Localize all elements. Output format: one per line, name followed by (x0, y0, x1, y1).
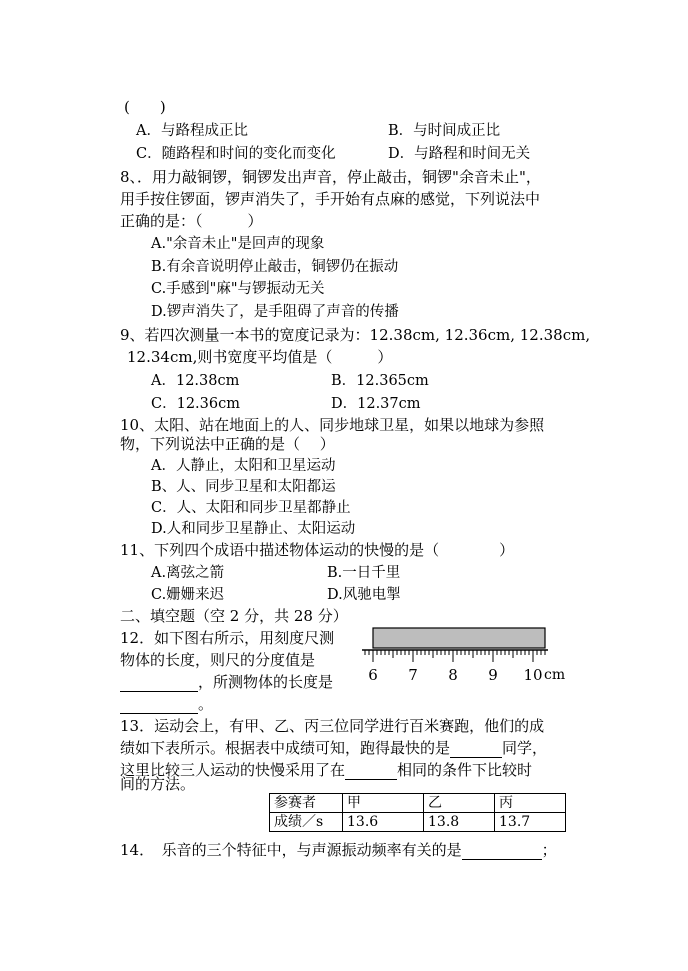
table-cell-jia: 13.6 (343, 813, 424, 832)
q13-text-method: 这里比较三人运动的快慢采用了在 (120, 761, 346, 779)
q13-blank-1[interactable] (450, 741, 502, 758)
q8-option-d: D.锣声消失了，是手阻碍了声音的传播 (151, 304, 399, 320)
q14-stem (120, 840, 557, 860)
measured-object (373, 628, 545, 648)
q10-stem-line-1: 10、太阳、站在地面上的人、同步地球卫星，如果以地球为参照 (120, 416, 545, 434)
ruler-ticks (365, 650, 545, 662)
q14-end: ； (541, 841, 557, 859)
q13-stem-line-1: 13．运动会上，有甲、乙、丙三位同学进行百米赛跑，他们的成 (120, 717, 545, 735)
q12-stem-line-2: 物体的长度，则尺的分度值是 (120, 651, 316, 669)
q8-stem-line-2: 用手按住锣面，锣声消失了，手开始有点麻的感觉，下列说法中 (120, 190, 541, 208)
table-row (270, 794, 566, 813)
ruler-tick-label: 9 (488, 666, 498, 684)
q7-option-c: C．随路程和时间的变化而变化 (136, 146, 336, 162)
q12-blank-2[interactable] (120, 697, 198, 714)
q10-option-a: A．人静止，太阳和卫星运动 (151, 458, 336, 474)
q7-paren: ( ) (124, 98, 166, 116)
ruler-diagram (358, 622, 566, 694)
q13-score-table (269, 793, 566, 832)
q13-text-classmate: 同学， (502, 739, 548, 757)
table-row-label: 成绩／s (270, 813, 343, 832)
q7-option-a: A．与路程成正比 (136, 123, 248, 139)
q13-text-compare: 相同的条件下比较时 (397, 761, 533, 779)
q11-stem: 11、下列四个成语中描述物体运动的快慢的是（ ） (120, 541, 515, 559)
table-header-yi: 乙 (424, 794, 495, 813)
q8-option-b: B.有余音说明停止敲击，铜锣仍在振动 (151, 259, 399, 275)
ruler-tick-label: 8 (448, 666, 458, 684)
q11-option-a: A.离弦之箭 (151, 565, 225, 581)
q7-option-d: D．与路程和时间无关 (388, 146, 531, 162)
q9-option-c: C．12.36cm (151, 396, 240, 412)
q10-option-d: D.人和同步卫星静止、太阳运动 (151, 521, 356, 537)
ruler-labels (368, 666, 542, 684)
ruler-tick-label: 10 (523, 666, 543, 684)
q10-option-b: B、人、同步卫星和太阳都运 (151, 479, 336, 495)
q13-stem-line-2 (120, 738, 547, 758)
q13-text-fastest: 绩如下表所示。根据表中成绩可知，跑得最快的是 (120, 739, 451, 757)
q12-text-length: ，所测物体的长度是 (198, 673, 334, 691)
q12-stem-line-4 (120, 694, 213, 714)
q13-stem-line-4: 间的方法。 (120, 775, 196, 793)
q9-stem-line-1: 9、若四次测量一本书的宽度记录为：12.38cm, 12.36cm, 12.38cm, (120, 326, 591, 344)
q10-stem-line-2: 物，下列说法中正确的是（ ） (120, 435, 335, 453)
q14-blank[interactable] (462, 843, 542, 860)
q9-stem-line-2: 12.34cm,则书宽度平均值是（ ） (127, 348, 393, 366)
table-header-participant: 参赛者 (270, 794, 343, 813)
q9-option-d: D．12.37cm (331, 396, 421, 412)
q11-option-c: C.姗姗来迟 (151, 587, 225, 603)
ruler-figure (358, 622, 566, 694)
q9-option-a: A．12.38cm (151, 373, 240, 389)
ruler-tick-label: 7 (408, 666, 418, 684)
table-cell-yi: 13.8 (424, 813, 495, 832)
table-header-jia: 甲 (343, 794, 424, 813)
q11-option-b: B.一日千里 (327, 565, 401, 581)
q13-blank-2[interactable] (345, 763, 397, 780)
q8-stem-line-1: 8、．用力敲铜锣，铜锣发出声音，停止敲击，铜锣"余音未止"， (120, 168, 541, 186)
q11-option-d: D.风驰电掣 (327, 587, 401, 603)
table-row (270, 813, 566, 832)
q8-stem-line-3: 正确的是：（ ） (120, 212, 263, 230)
q10-option-c: C．人、太阳和同步卫星都静止 (151, 500, 351, 516)
ruler-tick-label: 6 (368, 666, 378, 684)
q8-option-a: A."余音未止"是回声的现象 (151, 236, 325, 252)
table-header-bing: 丙 (495, 794, 566, 813)
q9-option-b: B．12.365cm (331, 373, 429, 389)
q12-stem-line-1: 12．如下图右所示，用刻度尺测 (120, 629, 335, 647)
ruler-unit: cm (544, 667, 566, 683)
q8-option-c: C.手感到"麻"与锣振动无关 (151, 281, 325, 297)
q7-option-b: B．与时间成正比 (388, 123, 501, 139)
q14-text: 14． 乐音的三个特征中，与声源振动频率有关的是 (120, 841, 462, 859)
q12-stem-line-3 (120, 672, 333, 692)
q12-blank-1[interactable] (120, 675, 198, 692)
q12-text-end: 。 (198, 695, 214, 713)
table-cell-bing: 13.7 (495, 813, 566, 832)
section-2-title: 二、填空题（空 2 分，共 28 分） (120, 607, 348, 625)
